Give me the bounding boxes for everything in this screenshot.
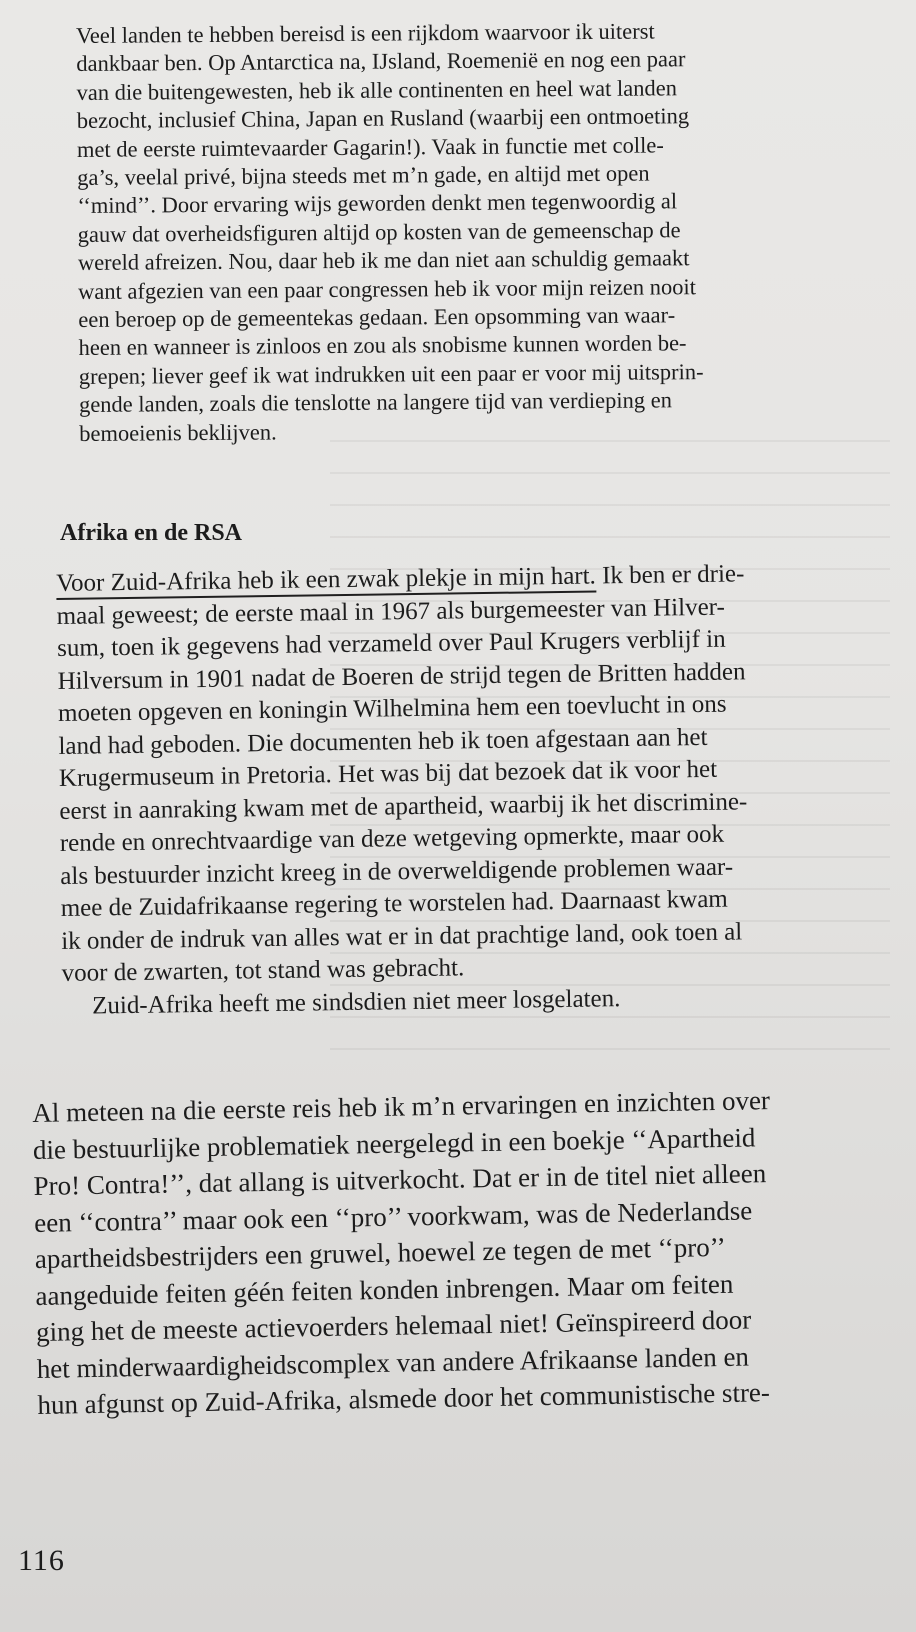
text-line: want afgezien van een paar congressen heb ik voor mijn reizen nooit <box>78 273 697 304</box>
paragraph-travel <box>76 16 799 448</box>
text-line: ging het de meeste actievoerders helemaal niet! Geïnspireerd door <box>35 1304 752 1347</box>
text-line: gende landen, zoals die tenslotte na langere tijd van verdieping en <box>78 387 673 418</box>
text-line: rende en onrechtvaardige van deze wetgeving opmerkte, maar ook <box>59 820 725 857</box>
text-line: eerst in aanraking kwam met de apartheid, waarbij ik het discrimine- <box>59 787 748 825</box>
text-line: dankbaar ben. Op Antarctica na, IJsland, Roemenië en nog een paar <box>76 46 686 77</box>
paragraph-apartheid-booklet <box>32 1080 898 1423</box>
text-line: Krugermuseum in Pretoria. Het was bij dat bezoek dat ik voor het <box>58 755 718 792</box>
text-line-rest: Ik ben er drie- <box>595 560 745 590</box>
text-line: met de eerste ruimtevaarder Gagarin!). Vaak in functie met colle- <box>76 132 664 162</box>
text-line: ik onder de indruk van alles wat er in dat prachtige land, ook toen al <box>61 917 743 955</box>
text-line: aangeduide feiten géén feiten konden inbrengen. Maar om feiten <box>35 1268 734 1311</box>
text-line: Pro! Contra!’’, dat allang is uitverkocht. Dat er in de titel niet alleen <box>33 1158 767 1201</box>
text-line: Al meteen na die eerste reis heb ik m’n ervaringen en inzichten over <box>32 1085 771 1128</box>
text-line: ga’s, veelal privé, bijna steeds met m’n gade, en altijd met open <box>77 160 650 191</box>
text-line: land had geboden. Die documenten heb ik toen afgestaan aan het <box>58 723 708 760</box>
text-line: gauw dat overheidsfiguren altijd op kosten van de gemeenschap de <box>77 217 681 247</box>
text-line: wereld afreizen. Nou, daar heb ik me dan niet aan schuldig gemaakt <box>77 245 690 276</box>
paragraph-south-africa <box>56 557 862 1023</box>
text-line: bezocht, inclusief China, Japan en Rusland (waarbij een ontmoeting <box>76 103 690 134</box>
section-heading: Afrika en de RSA <box>60 520 243 546</box>
text-line-indented: Zuid-Afrika heeft me sindsdien niet meer losgelaten. <box>91 984 621 1020</box>
text-line: maal geweest; de eerste maal in 1967 als burgemeester van Hilver- <box>56 593 726 630</box>
text-line: van die buitengewesten, heb ik alle continenten en heel wat landen <box>76 75 678 105</box>
text-line: die bestuurlijke problematiek neergelegd in een boekje ‘‘Apartheid <box>32 1121 756 1165</box>
text-line: ‘‘mind’’. Door ervaring wijs geworden denkt men tegenwoordig al <box>77 188 678 219</box>
page-number: 116 <box>18 1544 65 1577</box>
text-line: grepen; liever geef ik wat indrukken uit een paar er voor mij uitsprin- <box>78 358 704 389</box>
text-line: een ‘‘contra’’ maar ook een ‘‘pro’’ voorkwam, was de Nederlandse <box>33 1194 753 1238</box>
text-line: heen en wanneer is zinloos en zou als snobisme kunnen worden be- <box>78 330 687 361</box>
text-line: hun afgunst op Zuid-Afrika, alsmede door het communistische stre- <box>37 1377 771 1420</box>
text-line: mee de Zuidafrikaanse regering te worstelen had. Daarnaast kwam <box>60 885 728 922</box>
text-line: Veel landen te hebben bereisd is een rijkdom waarvoor ik uiterst <box>76 18 655 48</box>
underlined-phrase: Voor Zuid-Afrika heb ik een zwak plekje in mijn hart. <box>56 562 596 600</box>
text-line: Hilversum in 1901 nadat de Boeren de strijd tegen de Britten hadden <box>57 657 746 695</box>
text-line: het minderwaardigheidscomplex van andere Afrikaanse landen en <box>36 1341 750 1384</box>
text-line: voor de zwarten, tot stand was gebracht. <box>61 954 465 987</box>
text-line: als bestuurder inzicht kreeg in de overweldigende problemen waar- <box>60 853 734 890</box>
text-line: apartheidsbestrijders een gruwel, hoewel ze tegen de met ‘‘pro’’ <box>34 1231 726 1274</box>
text-line: een beroep op de gemeentekas gedaan. Een opsomming van waar- <box>78 302 676 333</box>
text-line: moeten opgeven en koningin Wilhelmina hem een toevlucht in ons <box>57 690 727 727</box>
text-line: sum, toen ik gegevens had verzameld over Paul Krugers verblijf in <box>56 625 726 662</box>
text-line: bemoeienis beklijven. <box>79 419 277 446</box>
